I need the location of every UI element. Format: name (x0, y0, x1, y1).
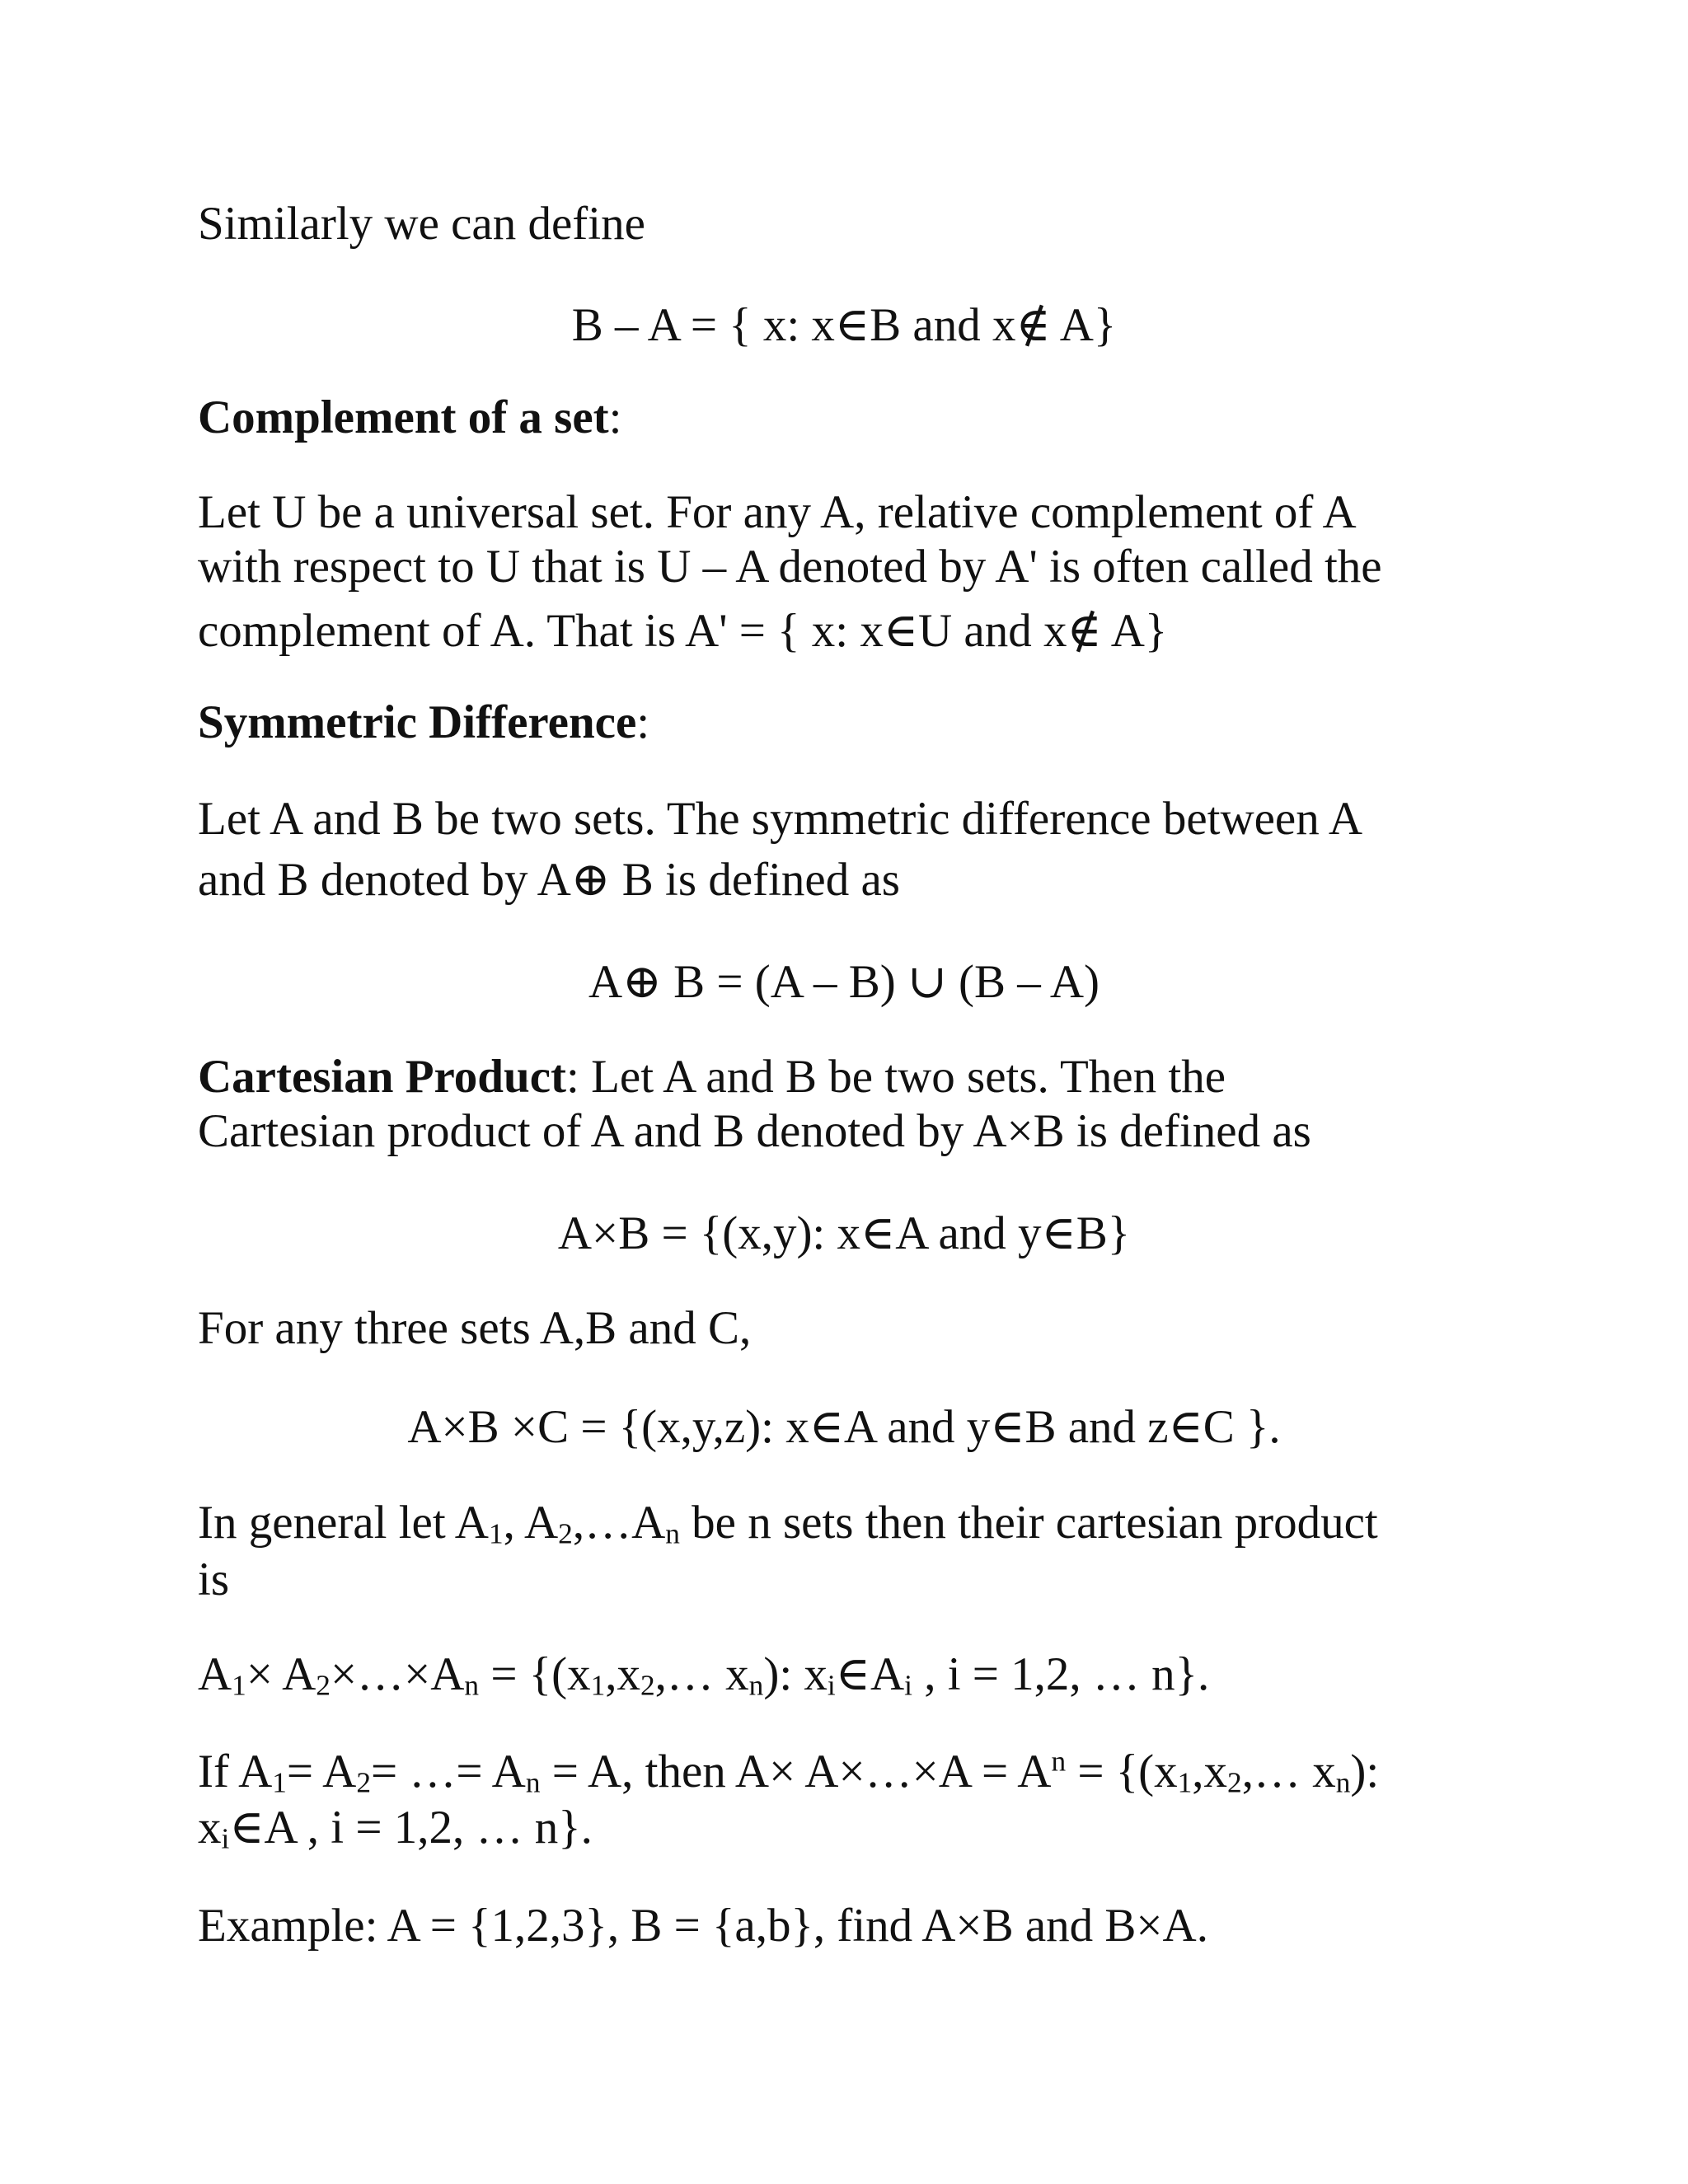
complement-heading-line (198, 391, 621, 444)
cartesian-line-1 (198, 1051, 1226, 1104)
general-text-1: In general let A (198, 1497, 489, 1549)
power-eq-sub-x2: 2 (1227, 1766, 1242, 1799)
complement-line-3: complement of A. That is A' = { x: x∈U and x∉ A} (198, 605, 1168, 657)
product-eq-c: ×…×A (330, 1648, 465, 1700)
product-eq-sub-xi: i (827, 1669, 836, 1702)
power-eq-line2-b: ∈A , i = 1,2, … n}. (229, 1802, 593, 1854)
three-sets-intro: For any three sets A,B and C, (198, 1302, 752, 1354)
complement-heading: Complement of a set (198, 391, 609, 443)
general-sub-1: 1 (488, 1517, 504, 1550)
power-equation-line-2 (198, 1802, 593, 1854)
example-text: Example: A = {1,2,3}, B = {a,b}, find A×B and B×A. (198, 1900, 1208, 1952)
product-eq-sub-2: 2 (316, 1669, 331, 1702)
b-minus-a-equation: B – A = { x: x∈B and x∉ A} (571, 299, 1117, 351)
power-eq-sub-x1: 1 (1177, 1766, 1193, 1799)
product-equation (198, 1648, 1209, 1701)
product-eq-e: ,x (605, 1648, 640, 1700)
power-eq-h: ): (1350, 1746, 1380, 1797)
power-eq-sub-2: 2 (356, 1766, 371, 1799)
complement-heading-colon: : (608, 391, 622, 443)
cartesian-product-equation: A×B = {(x,y): x∈A and y∈B} (557, 1207, 1131, 1259)
cartesian-line-2: Cartesian product of A and B denoted by A×B is defined as (198, 1105, 1311, 1157)
general-line-2: is (198, 1554, 230, 1605)
three-sets-equation: A×B ×C = {(x,y,z): x∈A and y∈B and z∈C }. (407, 1401, 1281, 1453)
general-sub-2: 2 (558, 1517, 573, 1550)
power-eq-sub-n: n (525, 1766, 541, 1799)
symmetric-heading-line (198, 696, 649, 749)
product-eq-sub-1: 1 (232, 1669, 246, 1702)
general-text-3: ,…A (572, 1497, 666, 1549)
power-eq-sub-i: i (221, 1822, 230, 1855)
power-eq-sub-1: 1 (272, 1766, 287, 1799)
general-text-2: , A (503, 1497, 559, 1549)
product-eq-b: × A (246, 1648, 316, 1700)
power-eq-e: = {(x (1066, 1746, 1178, 1797)
general-text-4: be n sets then their cartesian product (679, 1497, 1378, 1549)
cartesian-line-1-rest: : Let A and B be two sets. Then the (565, 1051, 1226, 1103)
power-equation-line-1 (198, 1746, 1379, 1798)
power-eq-sup-n: n (1051, 1745, 1067, 1778)
product-eq-a: A (198, 1648, 232, 1700)
power-eq-line2-a: x (198, 1802, 222, 1854)
cartesian-heading: Cartesian Product (198, 1051, 566, 1103)
product-eq-g: ): x (763, 1648, 828, 1700)
product-eq-f: ,… x (654, 1648, 749, 1700)
product-eq-sub-x2: 2 (640, 1669, 655, 1702)
power-eq-f: ,x (1192, 1746, 1228, 1797)
product-eq-h: ∈A (835, 1648, 905, 1700)
power-eq-g: ,… x (1241, 1746, 1336, 1797)
general-line-1 (198, 1497, 1378, 1549)
product-eq-sub-ai: i (904, 1669, 912, 1702)
power-eq-a: If A (198, 1746, 273, 1797)
symmetric-line-2: and B denoted by A⊕ B is defined as (198, 854, 900, 906)
product-eq-sub-n: n (464, 1669, 480, 1702)
symmetric-heading: Symmetric Difference (198, 696, 637, 748)
complement-line-1: Let U be a universal set. For any A, relative complement of A (198, 486, 1357, 538)
power-eq-d: = A, then A× A×…×A = A (540, 1746, 1052, 1797)
symmetric-difference-equation: A⊕ B = (A – B) ∪ (B – A) (588, 956, 1100, 1008)
product-eq-d: = {(x (479, 1648, 591, 1700)
complement-line-2: with respect to U that is U – A denoted by A' is often called the (198, 541, 1382, 593)
symmetric-line-1: Let A and B be two sets. The symmetric difference between A (198, 793, 1363, 845)
product-eq-sub-x1: 1 (590, 1669, 606, 1702)
general-sub-n: n (665, 1517, 680, 1550)
product-eq-sub-xn: n (748, 1669, 764, 1702)
intro-text: Similarly we can define (198, 198, 645, 250)
symmetric-heading-colon: : (636, 696, 650, 748)
product-eq-j: , i = 1,2, … n}. (912, 1648, 1210, 1700)
power-eq-sub-xn: n (1335, 1766, 1351, 1799)
power-eq-c: = …= A (371, 1746, 526, 1797)
power-eq-b: = A (286, 1746, 357, 1797)
